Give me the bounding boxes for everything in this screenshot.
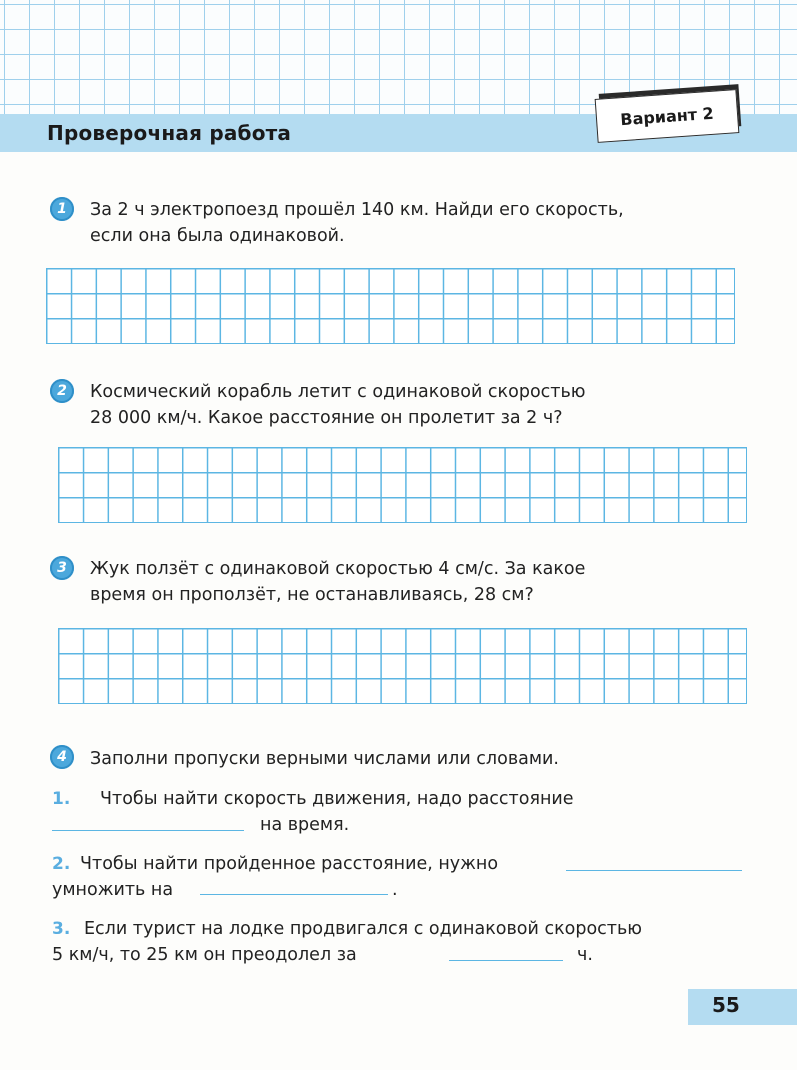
- page-number: 55: [712, 993, 740, 1017]
- fill-2-text-1: Чтобы найти пройденное расстояние, нужно: [80, 854, 499, 874]
- task-1-line-1: За 2 ч электропоезд прошёл 140 км. Найди его скорость,: [90, 200, 624, 220]
- task-2-number-icon: [50, 379, 74, 403]
- fill-2-blank-1[interactable]: [566, 870, 742, 871]
- task-3-answer-grid[interactable]: [58, 628, 747, 704]
- page-title: Проверочная работа: [47, 121, 292, 145]
- fill-1-blank[interactable]: [52, 830, 244, 831]
- page-number-band: [688, 989, 797, 1025]
- fill-2-period: .: [392, 880, 398, 900]
- fill-2-number: 2.: [52, 854, 71, 874]
- task-4-text: Заполни пропуски верными числами или словами.: [90, 749, 559, 769]
- task-1-answer-grid[interactable]: [46, 268, 735, 344]
- task-2-answer-grid[interactable]: [58, 447, 747, 523]
- task-2-number: 2: [57, 383, 67, 399]
- fill-3-text-2: 5 км/ч, то 25 км он преодолел за: [52, 945, 357, 965]
- task-3-line-1: Жук ползёт с одинаковой скоростью 4 см/с. За какое: [90, 559, 586, 579]
- task-1-line-2: если она была одинаковой.: [90, 226, 345, 246]
- task-3-number: 3: [57, 560, 67, 576]
- fill-3-blank[interactable]: [449, 960, 563, 961]
- task-2-line-2: 28 000 км/ч. Какое расстояние он пролетит за 2 ч?: [90, 408, 563, 428]
- fill-2-blank-2[interactable]: [200, 894, 388, 895]
- fill-1-text-1: Чтобы найти скорость движения, надо расстояние: [100, 789, 574, 809]
- task-1-number-icon: [50, 197, 74, 221]
- fill-3-text-1: Если турист на лодке продвигался с одинаковой скоростью: [84, 919, 643, 939]
- task-4-number: 4: [57, 749, 67, 765]
- fill-1-text-2: на время.: [260, 815, 350, 835]
- fill-3-unit: ч.: [577, 945, 593, 965]
- task-2-line-1: Космический корабль летит с одинаковой скоростью: [90, 382, 586, 402]
- fill-3-number: 3.: [52, 919, 71, 939]
- task-4-number-icon: [50, 745, 74, 769]
- task-3-number-icon: [50, 556, 74, 580]
- task-3-line-2: время он проползёт, не останавливаясь, 28 см?: [90, 585, 534, 605]
- task-1-number: 1: [57, 201, 67, 217]
- variant-label: Вариант 2: [619, 103, 715, 129]
- fill-1-number: 1.: [52, 789, 71, 809]
- fill-2-text-2: умножить на: [52, 880, 174, 900]
